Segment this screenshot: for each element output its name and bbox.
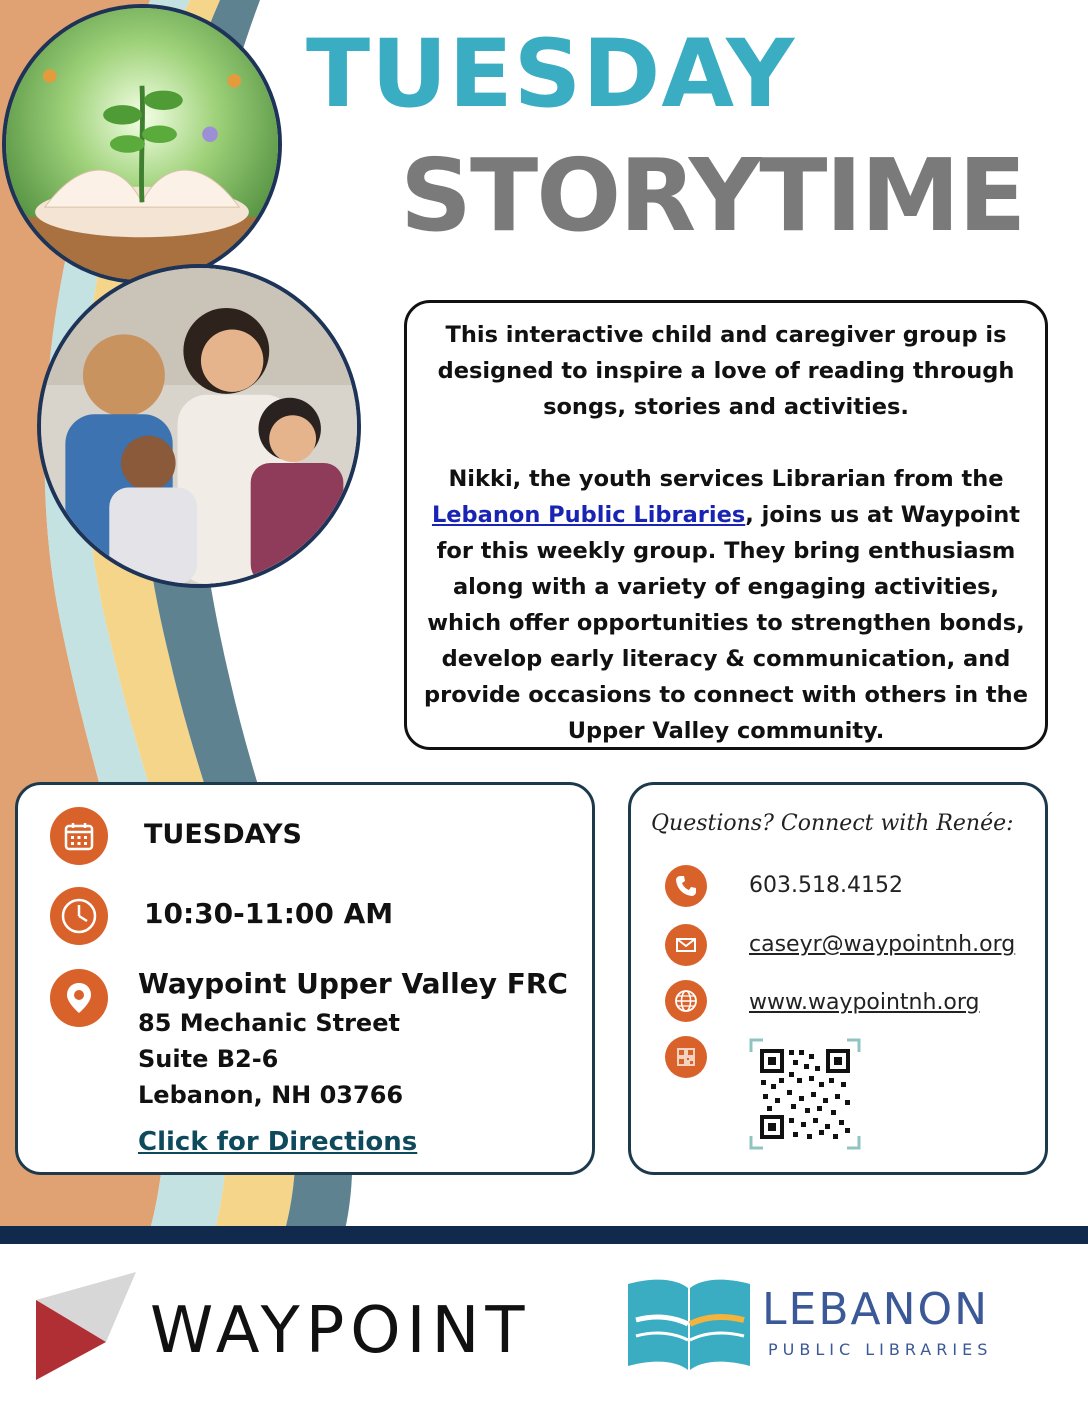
website-link[interactable]: www.waypointnh.org — [749, 990, 980, 1015]
calendar-icon — [50, 807, 108, 865]
paragraph-2-end: , joins us at Waypoint for this weekly group. They bring enthusiasm along with a variety of engaging activities, which offer opportunities to strengthen bonds, develop early literacy & communication, and provide occasions to connect with others in the Upper Valley community. — [424, 502, 1028, 744]
phone-icon — [665, 865, 707, 907]
address-line-1: 85 Mechanic Street — [138, 1009, 400, 1037]
qr-code-image[interactable] — [749, 1038, 861, 1150]
family-photo — [37, 264, 361, 588]
lebanon-library-link[interactable]: Lebanon Public Libraries — [431, 502, 746, 528]
waypoint-logo-text: WAYPOINT — [150, 1294, 531, 1368]
directions-link[interactable]: Click for Directions — [138, 1127, 418, 1157]
location-name: Waypoint Upper Valley FRC — [138, 967, 568, 1000]
event-info-box — [15, 782, 595, 1175]
clock-icon — [50, 887, 108, 945]
phone-number: 603.518.4152 — [749, 873, 903, 898]
contact-box — [628, 782, 1048, 1175]
description-paragraph-1: This interactive child and caregiver group is designed to inspire a love of reading through songs, stories and activities. — [437, 322, 1015, 420]
globe-icon — [665, 980, 707, 1022]
book-plants-photo — [2, 4, 282, 284]
title-storytime: STORYTIME — [400, 137, 1025, 254]
event-day: TUESDAYS — [144, 819, 302, 850]
address-line-3: Lebanon, NH 03766 — [138, 1081, 404, 1109]
title-tuesday: TUESDAY — [306, 20, 796, 129]
lebanon-logo-subtext: PUBLIC LIBRARIES — [768, 1340, 993, 1359]
lebanon-logo-text: LEBANON — [762, 1284, 990, 1335]
map-pin-icon — [50, 969, 108, 1027]
contact-heading: Questions? Connect with Renée: — [651, 811, 1014, 836]
email-link[interactable]: caseyr@waypointnh.org — [749, 932, 1016, 957]
footer — [0, 1244, 1088, 1408]
mail-icon — [665, 924, 707, 966]
description-box — [404, 300, 1048, 750]
lebanon-logo-mark — [628, 1274, 750, 1374]
paragraph-2-start: Nikki, the youth services Librarian from the — [448, 466, 1004, 492]
event-time: 10:30-11:00 AM — [144, 897, 394, 930]
description-paragraph-2 — [417, 461, 1035, 749]
waypoint-logo-mark — [36, 1272, 146, 1380]
footer-divider — [0, 1226, 1088, 1244]
address-line-2: Suite B2-6 — [138, 1045, 279, 1073]
qr-code-icon — [665, 1036, 707, 1078]
